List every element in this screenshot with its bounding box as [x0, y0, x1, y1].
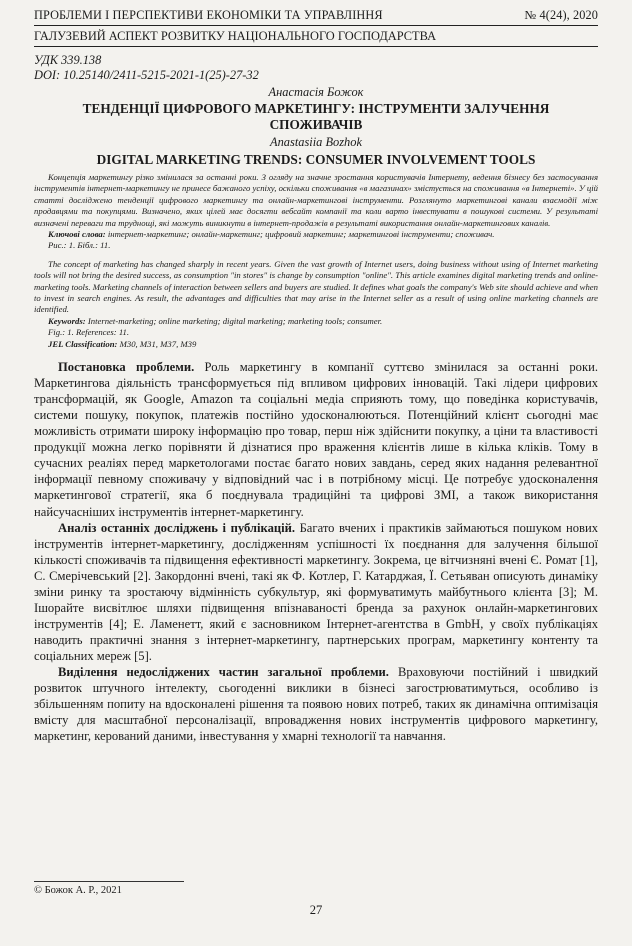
figref-en: Fig.: 1. References: 11.	[48, 327, 130, 338]
article-title-ua: ТЕНДЕНЦІЇ ЦИФРОВОГО МАРКЕТИНГУ: ІНСТРУМЕНТИ ЗАЛУЧЕННЯ СПОЖИВАЧІВ	[82, 101, 550, 132]
paragraph-problem-statement	[34, 359, 598, 519]
author-ua: Анастасія Божок	[268, 85, 364, 99]
abstract-ua: Концепція маркетингу різко змінилася за останні роки. З огляду на значне зростання користувачів Інтернету, ведення бізнесу без застосування інструментів інтернет-маркетингу не принесе бажаного успіху, оскільки споживання «в магазинах» змістується на споживання «в Інтернеті». У цій статті досліджено тенденції цифрового маркетингу та онлайн-маркетингові інструменти. Розглянуто маркетингові канали взаємодії між продавцями та покупцями. Визначено, яких цілей має досягти вебсайт компанії та коли варто інвестувати в пошукові системи. У результаті визначені переваги та труднощі, які можуть виникнути в інтернет-продажів в результаті використання онлайн-маркетингових каналів.	[34, 172, 598, 228]
article-title-en: DIGITAL MARKETING TRENDS: CONSUMER INVOLVEMENT TOOLS	[96, 152, 536, 167]
jel-codes: M30, M31, M37, M39	[117, 338, 197, 349]
paragraph-heading: Аналіз останніх досліджень і публікацій.	[58, 520, 296, 535]
author-en: Anastasiia Bozhok	[270, 135, 362, 149]
keywords-en-text: Internet-marketing; online marketing; digital marketing; marketing tools; consumer.	[85, 315, 383, 326]
paragraph-text: Багато вчених і практиків займаються пошуком нових інструментів інтернет-маркетингу, дослідженням успішності їх поєднання для залучення більшої кількості споживачів та підвищення ефективності маркетингу. Зокрема, це вітчизняні вчені Є. Ромат [1], С. Смерічевський [2]. Закордонні вчені, такі як Ф. Котлер, Г. Катарджая, Ї. Сетьяван описують динаміку зміни ринку та зростаючу відмінність субкультур, які формуватимуть майбутнього клієнта [3]; М. Ішорайте висвітлює шляхи підвищення впізнаваності бренда за рахунок онлайн-маркетингових інструментів [4]; Е. Ламенетт, який є засновником Інтернет-агентства в GmbH, у своїх публікаціях наводить практичні знання з інтернет-маркетингу, партнерських програм, маркетингу контенту та соціальних мереж [5].	[34, 520, 598, 663]
abstract-en: The concept of marketing has changed sharply in recent years. Given the vast growth of Internet users, doing business without using of Internet marketing tools will not bring the desired success, as consumption "in stores" is change by consumption "online". This article examines digital marketing trends and online-marketing tools. Marketing channels of interaction between sellers and buyers are studied. It defines what goals the company's Web site should achieve and when to invest in search engines. As result, the advantages and difficulties that may arise in the Internet seller as a result of using online marketing channels are identified.	[34, 258, 598, 315]
journal-page	[34, 8, 598, 744]
paragraph-text: Роль маркетингу в компанії суттєво змінилася за останні роки. Маркетингова діяльність трансформується під впливом цифрових інновацій. Такі лідери цифрових трансформацій, як Google, Amazon та соціальні медіа сприяють тому, що поведінка користувачів, системи пошуку, покупок, платежів постійно удосконалюються. Потенційний клієнт сьогодні має можливість отримати широку інформацію про товар, перш ніж здійснити покупку, а ціни та властивості продукції можна легко порівняти й дізнатися про враження клієнтів лише в кілька кліків. Тому в сучасних реаліях перед маркетологами постає багато нових завдань, серед яких надання релевантної інформації певному споживачу у відповідний час і в потрібному місці. Це потребує удосконалення маркетингової стратегії, яка б поєднувала традиційні та цифрові ЗМІ, а також використання найсучасніших інструментів інтернет-маркетингу.	[34, 360, 598, 519]
abstract-ua-block	[34, 172, 598, 252]
paragraph-unexplored-parts	[34, 664, 598, 744]
udc-code: УДК 339.138	[34, 53, 102, 67]
issue-number: № 4(24), 2020	[524, 8, 598, 22]
keywords-ua-text: інтернет-маркетинг; онлайн-маркетинг; цифровий маркетинг; маркетингові інструменти; споживач.	[105, 229, 495, 240]
doi: DOI: 10.25140/2411-5215-2021-1(25)-27-32	[34, 68, 259, 82]
paragraph-heading: Постановка проблеми.	[58, 360, 195, 375]
keywords-ua-label: Ключові слова:	[48, 229, 106, 240]
article-body	[34, 359, 598, 744]
figref-ua: Рис.: 1. Бібл.: 11.	[48, 240, 111, 251]
footnote-divider	[34, 881, 184, 882]
abstract-en-block	[34, 259, 598, 350]
paragraph-literature-review	[34, 520, 598, 664]
section-title: ГАЛУЗЕВИЙ АСПЕКТ РОЗВИТКУ НАЦІОНАЛЬНОГО ГОСПОДАРСТВА	[34, 29, 598, 47]
keywords-en	[34, 316, 598, 327]
journal-title: ПРОБЛЕМИ І ПЕРСПЕКТИВИ ЕКОНОМІКИ ТА УПРАВЛІННЯ	[34, 8, 383, 22]
paragraph-text: Враховуючи постійний і швидкий розвиток штучного інтелекту, сьогоденні виклики в бізнесі загострюватимуться, особливо із збільшенням попиту на вдосконалені рішення та появою нових потреб, таких як динамічна оптимізація вмісту для масштабної персоналізації, впровадження нових інструментів цифрового маркетингу, маркетинг, керований даними, інвестування у хмарні технології та навчання.	[34, 664, 598, 744]
keywords-ua	[34, 229, 598, 240]
jel-classification	[34, 339, 598, 350]
page-number: 27	[309, 903, 323, 917]
running-header	[34, 8, 598, 26]
paragraph-heading: Виділення недосліджених частин загальної проблеми.	[58, 664, 389, 679]
jel-label: JEL Classification:	[48, 338, 118, 349]
keywords-en-label: Keywords:	[48, 315, 86, 326]
copyright: © Божок А. Р., 2021	[34, 885, 122, 896]
